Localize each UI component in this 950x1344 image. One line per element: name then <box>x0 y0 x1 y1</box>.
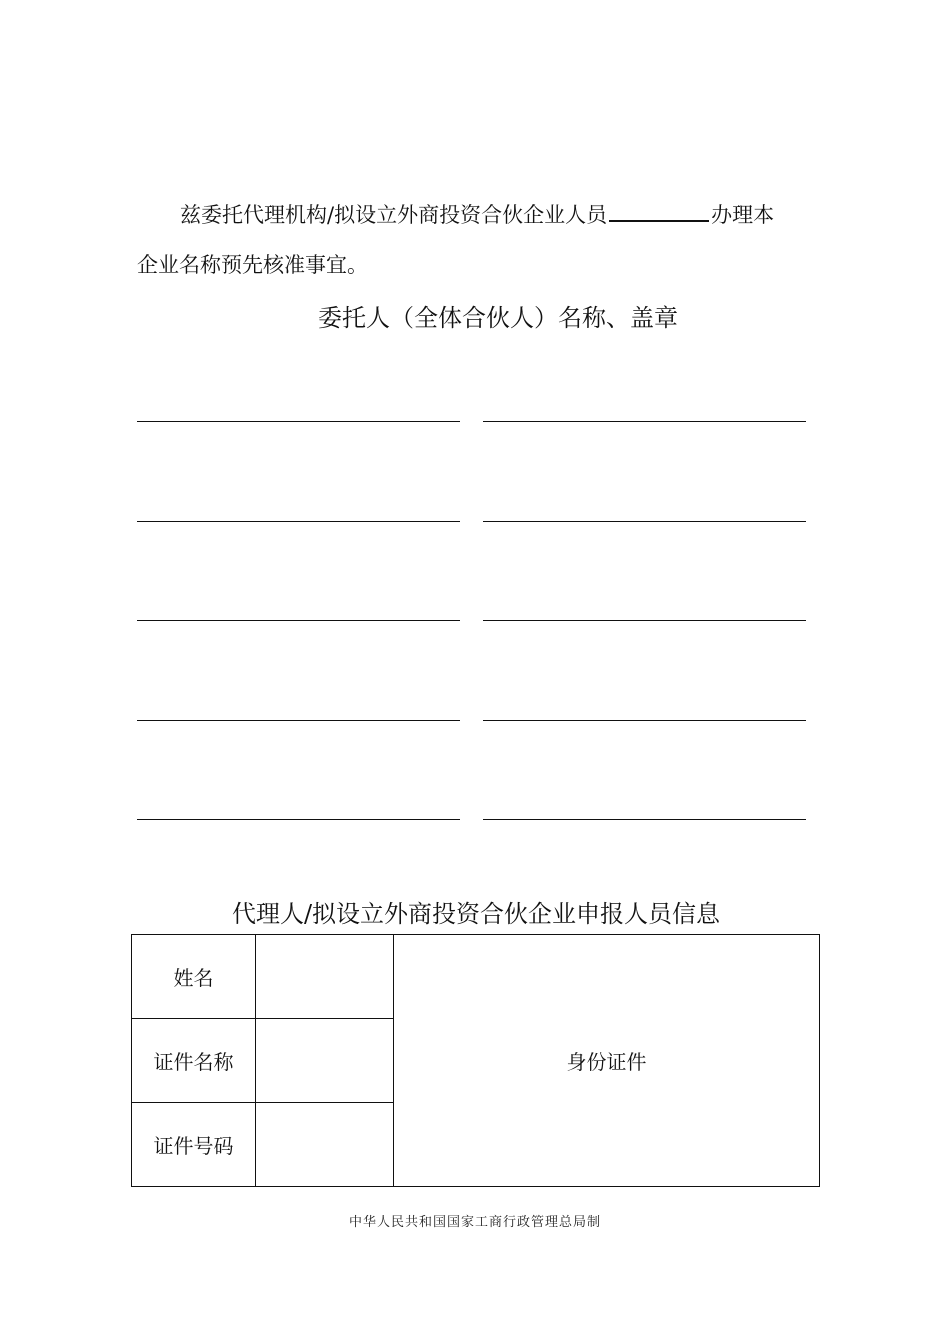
issuer-footer: 中华人民共和国国家工商行政管理总局制 <box>348 1215 601 1230</box>
signature-line[interactable] <box>483 720 806 721</box>
authorization-line-2: 企业名称预先核准事宜。 <box>137 253 368 277</box>
signature-line[interactable] <box>483 620 806 621</box>
name-label: 姓名 <box>132 935 256 1019</box>
authorization-text-start: 兹委托代理机构/拟设立外商投资合伙企业人员 <box>180 203 608 227</box>
id-number-label: 证件号码 <box>132 1103 256 1187</box>
name-value-cell[interactable] <box>256 935 394 1019</box>
authorization-text-end: 办理本 <box>711 203 775 227</box>
agent-info-title: 代理人/拟设立外商投资合伙企业申报人员信息 <box>231 900 721 928</box>
signature-line[interactable] <box>137 421 460 422</box>
signature-line[interactable] <box>483 819 806 820</box>
signature-line[interactable] <box>137 720 460 721</box>
signature-line[interactable] <box>137 521 460 522</box>
principal-signature-title: 委托人（全体合伙人）名称、盖章 <box>318 304 678 332</box>
agent-info-table <box>131 934 820 1187</box>
signature-line[interactable] <box>483 421 806 422</box>
signature-line[interactable] <box>137 819 460 820</box>
signature-line[interactable] <box>483 521 806 522</box>
id-type-value-cell[interactable] <box>256 1019 394 1103</box>
id-type-label: 证件名称 <box>132 1019 256 1103</box>
id-document-cell[interactable]: 身份证件 <box>394 935 820 1187</box>
id-number-value-cell[interactable] <box>256 1103 394 1187</box>
authorization-line-1 <box>180 202 774 227</box>
agent-name-blank[interactable] <box>609 202 709 222</box>
signature-line[interactable] <box>137 620 460 621</box>
